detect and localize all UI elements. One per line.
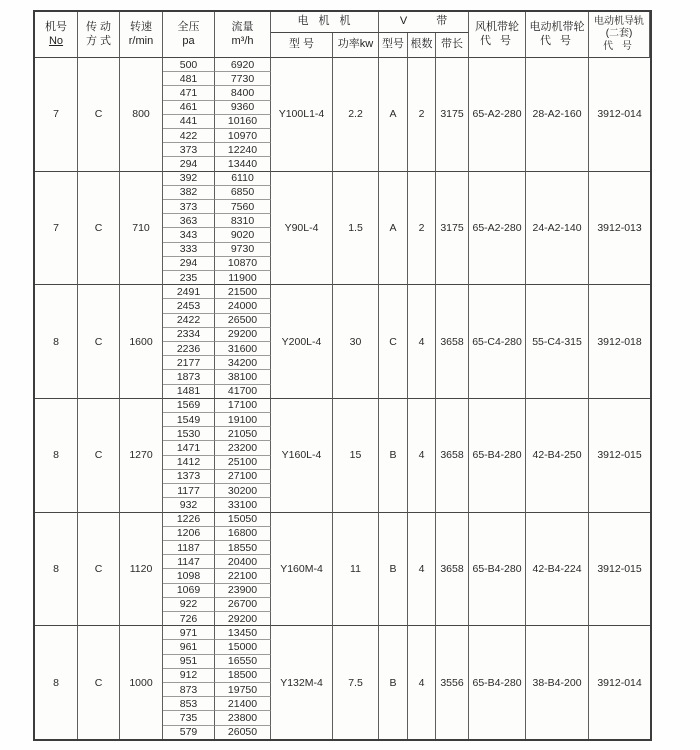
cell-pressure: 2334	[163, 328, 215, 342]
cell-vbelt-model: B	[379, 626, 408, 739]
cell-pressure: 971	[163, 626, 215, 640]
cell-vbelt-model: A	[379, 58, 408, 172]
header-vbelt-length: 带长	[436, 33, 469, 58]
cell-speed: 1600	[120, 285, 163, 399]
table-row	[35, 399, 650, 413]
cell-pressure: 1098	[163, 569, 215, 583]
cell-flow: 7730	[215, 72, 271, 86]
header-vbelt-group: V 带	[379, 12, 469, 33]
cell-pressure: 333	[163, 243, 215, 257]
cell-pressure: 1226	[163, 513, 215, 527]
header-motor-pulley: 电动机带轮 代 号	[526, 12, 589, 58]
cell-rail-code: 3912-015	[589, 399, 650, 513]
cell-drive-type: C	[78, 58, 120, 172]
cell-flow: 20400	[215, 555, 271, 569]
cell-pressure: 1177	[163, 484, 215, 498]
cell-flow: 24000	[215, 299, 271, 313]
cell-machine-no: 8	[35, 513, 78, 627]
header-motor-group: 电 机 机	[271, 12, 379, 33]
cell-motor-pulley: 55-C4-315	[526, 285, 589, 399]
cell-flow: 26700	[215, 598, 271, 612]
cell-motor-power: 15	[333, 399, 379, 513]
cell-flow: 19750	[215, 683, 271, 697]
cell-pressure: 951	[163, 655, 215, 669]
cell-pressure: 1147	[163, 555, 215, 569]
cell-flow: 13440	[215, 157, 271, 171]
cell-flow: 19100	[215, 413, 271, 427]
cell-motor-power: 1.5	[333, 172, 379, 286]
cell-pressure: 235	[163, 271, 215, 285]
header-drive-type: 传 动 方 式	[78, 12, 120, 58]
cell-flow: 21400	[215, 697, 271, 711]
cell-flow: 16800	[215, 527, 271, 541]
cell-flow: 22100	[215, 569, 271, 583]
cell-flow: 21050	[215, 427, 271, 441]
cell-pressure: 1471	[163, 441, 215, 455]
cell-motor-pulley: 42-B4-250	[526, 399, 589, 513]
cell-motor-model: Y160L-4	[271, 399, 333, 513]
cell-vbelt-count: 4	[408, 626, 436, 739]
cell-pressure: 481	[163, 72, 215, 86]
cell-flow: 9360	[215, 101, 271, 115]
cell-motor-power: 30	[333, 285, 379, 399]
cell-vbelt-count: 2	[408, 58, 436, 172]
cell-pressure: 471	[163, 86, 215, 100]
cell-motor-power: 2.2	[333, 58, 379, 172]
cell-rail-code: 3912-018	[589, 285, 650, 399]
cell-flow: 10870	[215, 257, 271, 271]
cell-flow: 29200	[215, 328, 271, 342]
cell-flow: 38100	[215, 370, 271, 384]
cell-machine-no: 8	[35, 399, 78, 513]
cell-motor-model: Y100L1-4	[271, 58, 333, 172]
cell-motor-pulley: 24-A2-140	[526, 172, 589, 286]
table-body	[35, 58, 650, 739]
cell-motor-pulley: 28-A2-160	[526, 58, 589, 172]
cell-pressure: 373	[163, 200, 215, 214]
cell-flow: 23800	[215, 711, 271, 725]
cell-pressure: 873	[163, 683, 215, 697]
cell-vbelt-length: 3175	[436, 58, 469, 172]
cell-flow: 18550	[215, 541, 271, 555]
header-vbelt-count: 根数	[408, 33, 436, 58]
cell-flow: 17100	[215, 399, 271, 413]
cell-rail-code: 3912-013	[589, 172, 650, 286]
cell-pressure: 461	[163, 101, 215, 115]
table-row	[35, 626, 650, 640]
cell-rail-code: 3912-014	[589, 58, 650, 172]
cell-motor-model: Y160M-4	[271, 513, 333, 627]
cell-vbelt-length: 3658	[436, 513, 469, 627]
header-vbelt-model: 型号	[379, 33, 408, 58]
cell-flow: 10160	[215, 115, 271, 129]
cell-drive-type: C	[78, 285, 120, 399]
table-row	[35, 285, 650, 299]
cell-motor-power: 7.5	[333, 626, 379, 739]
cell-flow: 26500	[215, 314, 271, 328]
cell-flow: 6920	[215, 58, 271, 72]
table-row	[35, 172, 650, 186]
cell-flow: 15000	[215, 640, 271, 654]
cell-speed: 1000	[120, 626, 163, 739]
cell-pressure: 382	[163, 186, 215, 200]
cell-pressure: 579	[163, 726, 215, 739]
cell-machine-no: 8	[35, 285, 78, 399]
cell-pressure: 1373	[163, 470, 215, 484]
cell-pressure: 1412	[163, 456, 215, 470]
cell-pressure: 392	[163, 172, 215, 186]
cell-flow: 27100	[215, 470, 271, 484]
cell-vbelt-model: C	[379, 285, 408, 399]
cell-pressure: 961	[163, 640, 215, 654]
cell-flow: 9730	[215, 243, 271, 257]
cell-flow: 11900	[215, 271, 271, 285]
header-flow: 流量 m³/h	[215, 12, 271, 58]
cell-pressure: 853	[163, 697, 215, 711]
cell-pressure: 2177	[163, 356, 215, 370]
header-motor-rail: 电动机导轨 (二套) 代 号	[589, 12, 650, 58]
cell-flow: 41700	[215, 385, 271, 399]
cell-flow: 12240	[215, 143, 271, 157]
cell-flow: 16550	[215, 655, 271, 669]
header-motor-model: 型 号	[271, 33, 333, 58]
cell-flow: 33100	[215, 498, 271, 512]
header-speed: 转速 r/min	[120, 12, 163, 58]
fan-spec-table	[33, 10, 652, 741]
cell-flow: 31600	[215, 342, 271, 356]
cell-flow: 30200	[215, 484, 271, 498]
cell-vbelt-model: B	[379, 399, 408, 513]
cell-pressure: 500	[163, 58, 215, 72]
cell-speed: 1120	[120, 513, 163, 627]
cell-pressure: 1549	[163, 413, 215, 427]
cell-pressure: 363	[163, 214, 215, 228]
cell-machine-no: 8	[35, 626, 78, 739]
cell-vbelt-count: 4	[408, 399, 436, 513]
cell-flow: 23200	[215, 441, 271, 455]
cell-pressure: 726	[163, 612, 215, 626]
cell-fan-pulley: 65-B4-280	[469, 399, 526, 513]
cell-pressure: 735	[163, 711, 215, 725]
cell-fan-pulley: 65-B4-280	[469, 513, 526, 627]
cell-pressure: 2453	[163, 299, 215, 313]
table-row	[35, 58, 650, 72]
cell-motor-model: Y90L-4	[271, 172, 333, 286]
cell-vbelt-count: 2	[408, 172, 436, 286]
cell-flow: 8400	[215, 86, 271, 100]
cell-drive-type: C	[78, 513, 120, 627]
cell-vbelt-length: 3556	[436, 626, 469, 739]
cell-fan-pulley: 65-C4-280	[469, 285, 526, 399]
cell-flow: 10970	[215, 129, 271, 143]
cell-drive-type: C	[78, 626, 120, 739]
cell-pressure: 441	[163, 115, 215, 129]
cell-speed: 1270	[120, 399, 163, 513]
cell-vbelt-length: 3658	[436, 399, 469, 513]
cell-pressure: 294	[163, 257, 215, 271]
table-row	[35, 513, 650, 527]
cell-rail-code: 3912-014	[597, 676, 642, 689]
cell-motor-model: Y200L-4	[271, 285, 333, 399]
cell-fan-pulley: 65-B4-280	[469, 626, 526, 739]
cell-vbelt-count: 4	[408, 513, 436, 627]
cell-pressure: 2236	[163, 342, 215, 356]
cell-flow: 9020	[215, 228, 271, 242]
cell-flow: 23900	[215, 584, 271, 598]
cell-pressure: 373	[163, 143, 215, 157]
cell-machine-no: 7	[35, 172, 78, 286]
cell-pressure: 1187	[163, 541, 215, 555]
cell-vbelt-model: B	[379, 513, 408, 627]
cell-vbelt-length: 3658	[436, 285, 469, 399]
cell-pressure: 922	[163, 598, 215, 612]
cell-speed: 800	[120, 58, 163, 172]
cell-pressure: 1206	[163, 527, 215, 541]
cell-fan-pulley: 65-A2-280	[469, 172, 526, 286]
cell-pressure: 1530	[163, 427, 215, 441]
table-header	[35, 12, 650, 58]
cell-vbelt-count: 4	[408, 285, 436, 399]
cell-motor-model: Y132M-4	[271, 626, 333, 739]
cell-flow: 18500	[215, 669, 271, 683]
cell-fan-pulley: 65-A2-280	[469, 58, 526, 172]
cell-flow: 21500	[215, 285, 271, 299]
cell-flow: 29200	[215, 612, 271, 626]
cell-pressure: 1569	[163, 399, 215, 413]
cell-pressure: 2491	[163, 285, 215, 299]
cell-flow: 13450	[215, 626, 271, 640]
cell-flow: 8310	[215, 214, 271, 228]
cell-pressure: 1873	[163, 370, 215, 384]
cell-flow: 34200	[215, 356, 271, 370]
cell-flow: 6850	[215, 186, 271, 200]
cell-flow: 26050	[215, 726, 271, 739]
cell-pressure: 1481	[163, 385, 215, 399]
header-machine-no: 机号 No	[35, 12, 78, 58]
cell-speed: 710	[120, 172, 163, 286]
header-fan-pulley: 风机带轮 代 号	[469, 12, 526, 58]
cell-pressure: 343	[163, 228, 215, 242]
cell-flow: 25100	[215, 456, 271, 470]
cell-flow: 6110	[215, 172, 271, 186]
cell-vbelt-length: 3175	[436, 172, 469, 286]
cell-vbelt-model: A	[379, 172, 408, 286]
cell-drive-type: C	[78, 172, 120, 286]
cell-machine-no: 7	[35, 58, 78, 172]
cell-motor-pulley: 42-B4-224	[526, 513, 589, 627]
cell-pressure: 1069	[163, 584, 215, 598]
cell-pressure: 912	[163, 669, 215, 683]
cell-pressure: 422	[163, 129, 215, 143]
cell-pressure: 2422	[163, 314, 215, 328]
cell-pressure: 932	[163, 498, 215, 512]
cell-pressure: 294	[163, 157, 215, 171]
cell-motor-pulley: 38-B4-200	[526, 626, 589, 739]
cell-drive-type: C	[78, 399, 120, 513]
cell-rail-code: 3912-015	[589, 513, 650, 627]
cell-flow: 15050	[215, 513, 271, 527]
header-motor-power: 功率kw	[333, 33, 379, 58]
cell-motor-power: 11	[333, 513, 379, 627]
cell-flow: 7560	[215, 200, 271, 214]
header-pressure: 全压 pa	[163, 12, 215, 58]
